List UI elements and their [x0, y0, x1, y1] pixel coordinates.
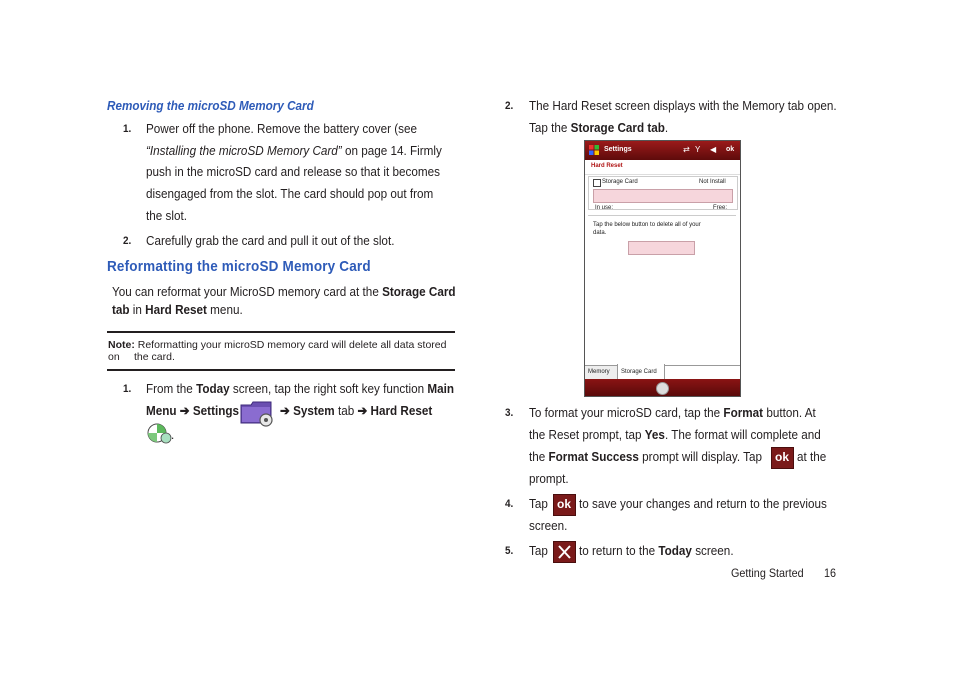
section-title-reformatting: Reformatting the microSD Memory Card [107, 258, 371, 275]
rstep5-bold: Today [658, 543, 692, 558]
fstep1-text: From the [146, 381, 197, 396]
connectivity-icon: ⇄ [683, 145, 690, 154]
rstep5-line1 [579, 540, 734, 562]
fstep1-bold: Menu [146, 403, 177, 418]
fstep1-bold: Settings [192, 403, 240, 418]
signal-icon: Y [695, 145, 701, 154]
fstep1-period: . [171, 427, 175, 442]
ok-icon [553, 494, 576, 516]
windows-flag-icon [589, 145, 599, 155]
rstep5-text: screen. [691, 543, 734, 558]
step1-line3: push in the microSD card and release so that it becomes [146, 164, 440, 179]
ok-icon-label: ok [775, 450, 790, 464]
ok-icon-label: ok [557, 497, 572, 511]
rstep3-text: prompt will display. Tap [638, 449, 763, 464]
step1-line5: the slot. [146, 208, 187, 223]
fstep1-bold: Main [427, 381, 455, 396]
phone-title: Settings [604, 146, 632, 153]
intro-bold: Hard Reset [145, 302, 207, 317]
intro-line2 [112, 299, 243, 321]
rstep3-line3-end: at the [797, 449, 827, 464]
note-rule-top [107, 331, 455, 333]
start-button-icon[interactable] [656, 382, 669, 395]
rstep3-text: button. At [763, 405, 816, 420]
note-label: Note: [108, 339, 135, 351]
hard-reset-icon [146, 422, 175, 444]
arrow: ➔ [176, 403, 193, 418]
instruction-line1: Tap the below button to delete all of your [593, 222, 701, 228]
fstep1-bold: System [293, 403, 335, 418]
tab-storage-label: Storage Card [621, 369, 657, 375]
rstep2-line2 [529, 117, 668, 139]
step1-link-text[interactable]: “Installing the microSD Memory Card” [146, 143, 342, 158]
rstep5-text: to return to the [579, 543, 659, 558]
intro-bold: tab [112, 302, 130, 317]
phone-title-bar [585, 141, 740, 160]
rstep3-line2 [529, 424, 821, 446]
step1-line4: disengaged from the slot. The card should pop out from [146, 186, 434, 201]
rstep5-tap: Tap [529, 543, 548, 558]
rstep3-line3 [529, 446, 762, 468]
step-number: 1. [123, 383, 132, 395]
rstep3-text: To format your microSD card, tap the [529, 405, 724, 420]
free-label: Free: [713, 205, 728, 211]
rstep2-bold: Storage Card tab [570, 120, 665, 135]
step-number: 2. [505, 100, 514, 112]
rstep3-line1 [529, 402, 816, 424]
step1-line2-rest: on page 14. Firmly [341, 143, 442, 158]
phone-heading [585, 160, 740, 175]
phone-soft-key-bar [585, 379, 740, 396]
rstep3-text: the [529, 449, 549, 464]
step-number: 3. [505, 407, 514, 419]
step1-line2 [146, 140, 442, 162]
rstep3-line4: prompt. [529, 471, 569, 486]
rstep3-text: the Reset prompt, tap [529, 427, 645, 442]
step-number: 4. [505, 498, 514, 510]
phone-screenshot [584, 140, 741, 397]
fstep1-line1 [146, 378, 454, 400]
page-number: 16 [824, 566, 837, 580]
intro-text: in [129, 302, 146, 317]
fstep1-bold: Hard Reset [370, 403, 433, 418]
ok-icon [771, 447, 794, 469]
intro-bold: Storage Card [382, 284, 456, 299]
step2-line1: Carefully grab the card and pull it out of the slot. [146, 233, 395, 248]
fstep1-text: screen, tap the right soft key function [229, 381, 428, 396]
fstep1-bold: Today [196, 381, 230, 396]
step-number: 2. [123, 235, 132, 247]
phone-tabs [585, 365, 740, 380]
step-number: 5. [505, 545, 514, 557]
intro-text: You can reformat your MicroSD memory card at the [112, 284, 383, 299]
format-button[interactable] [628, 241, 695, 255]
phone-ok-button[interactable]: ok [726, 146, 735, 153]
instruction-line2: data. [593, 230, 607, 236]
volume-icon: ◀ [710, 145, 717, 154]
note-rule-bottom [107, 369, 455, 371]
close-icon [553, 541, 576, 563]
rstep2-text: Tap the [529, 120, 571, 135]
footer-section: Getting Started [731, 566, 804, 580]
rstep4-line1: to save your changes and return to the previous [579, 496, 827, 511]
tab-storage-card[interactable] [617, 364, 665, 379]
fstep1-line2b [280, 400, 432, 422]
phone-divider [588, 215, 736, 216]
phone-heading-text: Hard Reset [591, 163, 623, 169]
arrow: ➔ [357, 403, 371, 418]
arrow: ➔ [280, 403, 294, 418]
step1-line1: Power off the phone. Remove the battery cover (see [146, 121, 417, 136]
rstep2-line1: The Hard Reset screen displays with the Memory tab open. [529, 98, 837, 113]
settings-icon [240, 399, 274, 427]
storage-bar [593, 189, 733, 203]
intro-text: menu. [206, 302, 243, 317]
rstep3-bold: Yes [644, 427, 665, 442]
storage-card-checkbox[interactable] [593, 179, 601, 187]
fstep1-text: tab [334, 403, 358, 418]
in-use-label: In use: [595, 205, 614, 211]
storage-card-label: Storage Card [602, 179, 638, 185]
step-number: 1. [123, 123, 132, 135]
rstep3-text: . The format will complete and [664, 427, 821, 442]
fstep1-line2a [146, 400, 239, 422]
rstep3-bold: Format [723, 405, 764, 420]
section-title-removing: Removing the microSD Memory Card [107, 98, 314, 113]
note-text: Reformatting your microSD memory card will delete all data stored on [108, 339, 447, 363]
rstep4-tap: Tap [529, 496, 548, 511]
rstep4-line2: screen. [529, 518, 568, 533]
rstep3-bold: Format Success [548, 449, 639, 464]
tab-memory-label: Memory [588, 369, 610, 375]
note-line2: the card. [134, 351, 175, 363]
tab-memory[interactable] [585, 366, 618, 379]
rstep2-text: . [664, 120, 669, 135]
not-install-label: Not Install [699, 179, 726, 185]
